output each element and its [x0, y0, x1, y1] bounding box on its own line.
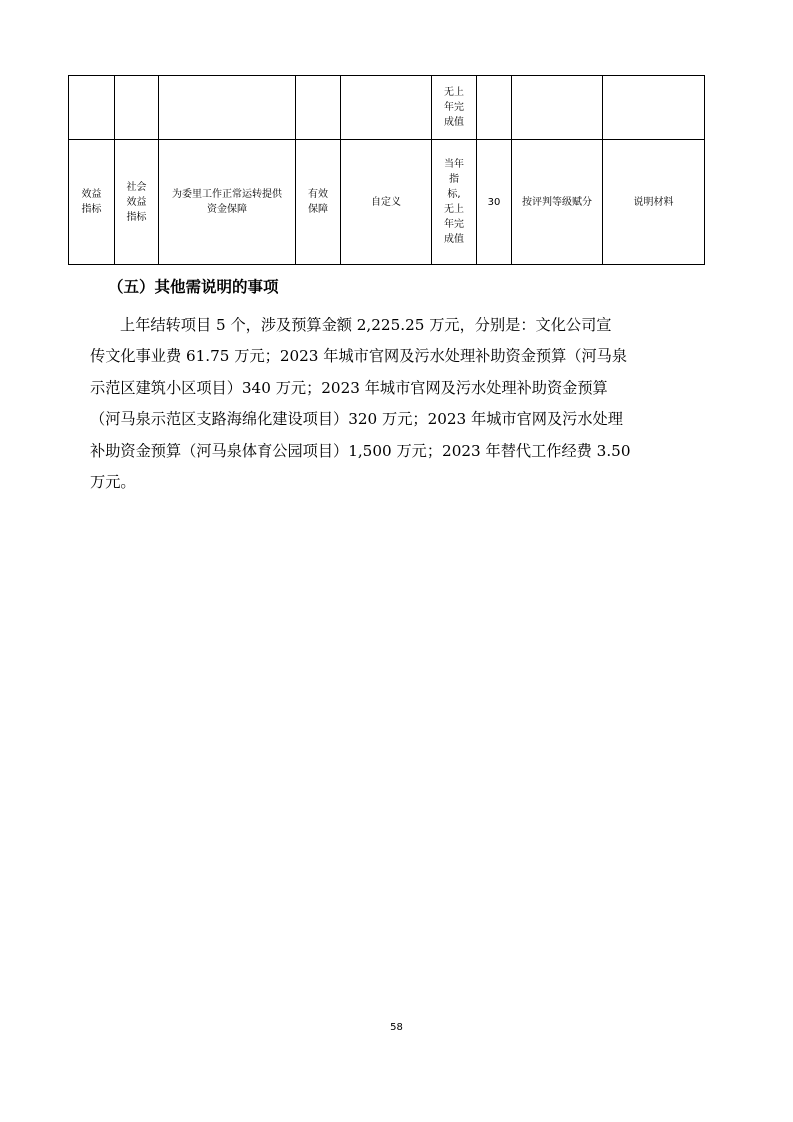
table-cell-indicator-value — [296, 140, 341, 265]
performance-indicator-table — [68, 75, 705, 265]
cell-text-line: 效益 — [126, 196, 147, 208]
table-cell — [296, 76, 341, 140]
table-cell-level3-indicator — [159, 140, 296, 265]
page-number: 58 — [390, 1022, 403, 1033]
cell-text-line: 保障 — [308, 204, 328, 215]
section-heading: （五）其他需说明的事项 — [108, 278, 279, 296]
cell-text-line: 资金保障 — [207, 204, 247, 215]
table-cell — [512, 76, 603, 140]
table-cell — [69, 76, 115, 140]
cell-text-line: 标, — [447, 189, 461, 200]
cell-text-line: 年完 — [444, 102, 464, 113]
paragraph-line: （河马泉示范区支路海绵化建设项目）320 万元；2023 年城市官网及污水处理 — [90, 410, 623, 429]
cell-text-line: 无上 — [444, 87, 464, 98]
cell-text-line: 当年 — [444, 159, 464, 170]
cell-text-line: 年完 — [444, 219, 464, 230]
table-cell — [115, 76, 159, 140]
cell-text-line: 指 — [449, 174, 459, 185]
table-cell-indicator-source: 自定义 — [341, 140, 432, 265]
table-cell-evidence: 说明材料 — [603, 140, 705, 265]
cell-text-line: 有效 — [308, 189, 328, 200]
cell-text-line: 效益 — [81, 189, 102, 200]
table-cell-scoring-method: 按评判等级赋分 — [512, 140, 603, 265]
cell-text-line: 为委里工作正常运转提供 — [172, 189, 282, 200]
cell-text-line: 社会 — [126, 181, 147, 193]
cell-text-line: 无上 — [444, 204, 464, 215]
cell-text-line: 成值 — [444, 234, 464, 245]
table-cell — [341, 76, 432, 140]
table-cell — [603, 76, 705, 140]
table-cell-level2-indicator — [115, 140, 159, 265]
table-cell — [477, 76, 512, 140]
cell-text-line: 成值 — [444, 117, 464, 128]
cell-text-line: 指标 — [126, 211, 147, 223]
paragraph-line: 上年结转项目 5 个，涉及预算金额 2,225.25 万元，分别是：文化公司宣 — [120, 316, 612, 334]
cell-text-line: 指标 — [81, 204, 102, 215]
table-row — [69, 140, 705, 265]
table-cell-level1-indicator — [69, 140, 115, 265]
table-cell-target-value — [432, 140, 477, 265]
paragraph-line: 示范区建筑小区项目）340 万元；2023 年城市官网及污水处理补助资金预算 — [90, 378, 608, 397]
table-cell-target-value — [432, 76, 477, 140]
table-cell — [159, 76, 296, 140]
table-cell-score: 30 — [477, 140, 512, 265]
paragraph-line: 万元。 — [90, 472, 136, 491]
paragraph-line: 补助资金预算（河马泉体育公园项目）1,500 万元；2023 年替代工作经费 3.50 — [90, 441, 631, 460]
body-paragraph — [90, 310, 716, 498]
paragraph-line: 传文化事业费 61.75 万元；2023 年城市官网及污水处理补助资金预算（河马泉 — [90, 347, 628, 366]
table-row — [69, 76, 705, 140]
